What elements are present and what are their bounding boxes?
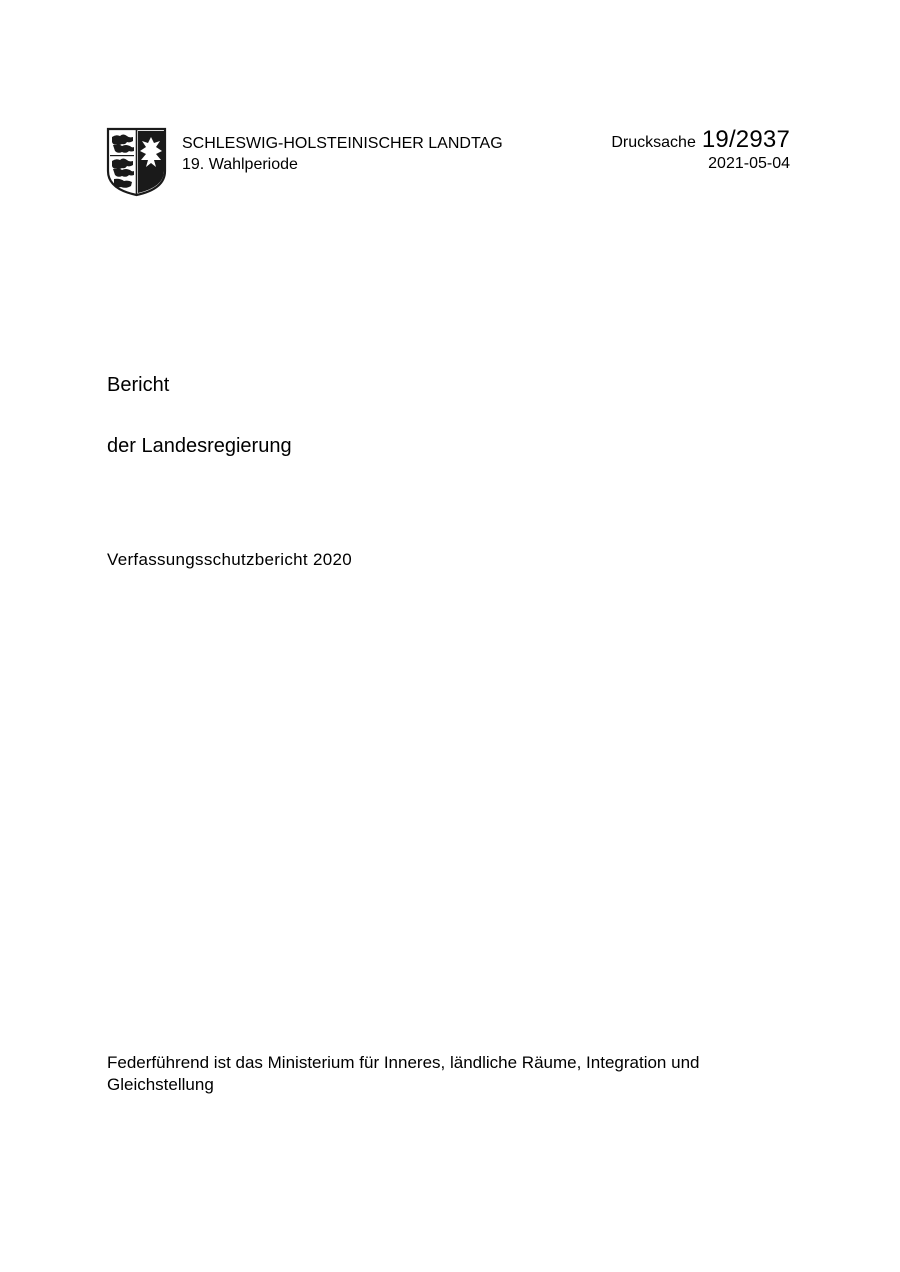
document-title: Verfassungsschutzbericht 2020 <box>107 550 352 569</box>
parliament-name: SCHLESWIG-HOLSTEINISCHER LANDTAG <box>182 135 503 152</box>
lead-ministry-note: Federführend ist das Ministerium für Inneres, ländliche Räume, Integration und Gleichstellung <box>107 1053 700 1094</box>
document-type: Bericht <box>107 374 170 396</box>
document-date: 2021-05-04 <box>708 155 790 172</box>
electoral-period: 19. Wahlperiode <box>182 156 298 173</box>
document-source: der Landesregierung <box>107 435 292 457</box>
drucksache-number: 19/2937 <box>701 126 790 153</box>
coat-of-arms-icon <box>106 127 167 197</box>
header-parliament-block <box>182 133 503 175</box>
drucksache-label: Drucksache <box>611 134 696 151</box>
drucksache-line <box>611 126 790 154</box>
header-drucksache-block <box>611 126 790 174</box>
